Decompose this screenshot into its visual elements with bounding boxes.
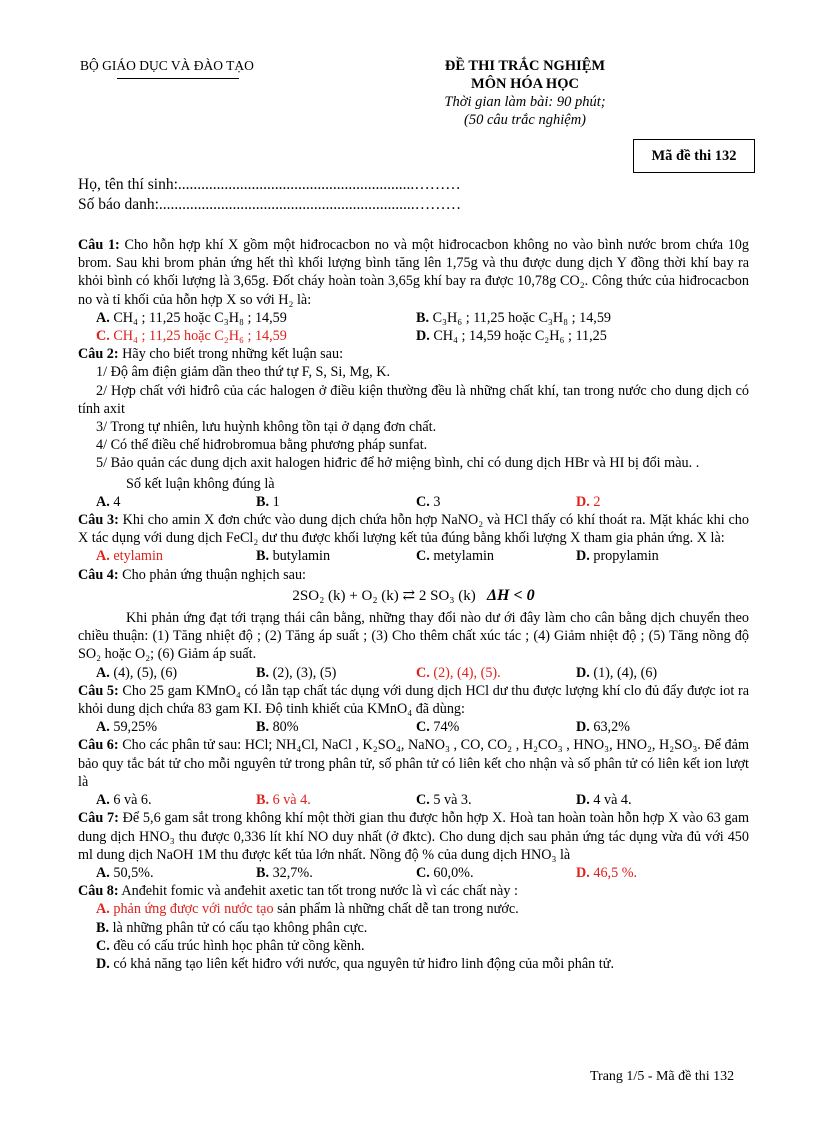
statement-4: 4/ Có thể điều chế hiđrobromua bằng phương pháp sunfat. bbox=[96, 437, 428, 454]
question-5-options bbox=[78, 718, 749, 736]
option-d: D. 63,2% bbox=[576, 719, 630, 736]
option-d: D. có khả năng tạo liên kết hiđro với nước, qua nguyên tử hiđro linh động của mỗi phân tử. bbox=[96, 955, 614, 972]
option-b-answer: B. 6 và 4. bbox=[256, 792, 311, 809]
option-b: B. 1 bbox=[256, 493, 280, 510]
question-text: Để 5,6 gam sắt trong không khí một thời gian thu được hỗn hợp X. Hoà tan hoàn toàn hỗn hợp X vào 63 gam dung dịch HNO₃ thu được 0,336 lít khí NO duy nhất (ở đktc). Cho dung dịch sau phản ứng tác dụng vừa đủ với 450 ml dung dịch NaOH 1M thu được kết tủa lớn nhất. Nồng độ % của dung dịch HNO₃ là bbox=[78, 810, 749, 863]
option-d: D. CH₄ ; 14,59 hoặc C₂H₆ ; 11,25 bbox=[416, 328, 607, 345]
option-c: C. 3 bbox=[416, 493, 441, 510]
question-7 bbox=[78, 809, 749, 864]
question-4-options bbox=[78, 664, 749, 682]
question-2-ask: Số kết luận không đúng là bbox=[126, 475, 275, 492]
option-d-answer: D. 2 bbox=[576, 493, 601, 510]
question-number: Câu 1: bbox=[78, 237, 120, 253]
question-text: Anđehit fomic và anđehit axetic tan tốt trong nước là vì các chất này : bbox=[118, 883, 518, 900]
reaction-formula: 2SO₂ (k) + O₂ (k) ⇄ 2 SO₃ (k) bbox=[292, 587, 476, 604]
exam-body bbox=[78, 236, 749, 973]
question-6 bbox=[78, 736, 749, 791]
question-7-options bbox=[78, 864, 749, 882]
option-b: B. 32,7%. bbox=[256, 864, 313, 881]
exam-header bbox=[400, 57, 650, 129]
question-6-options bbox=[78, 791, 749, 809]
ministry-underline bbox=[117, 78, 239, 79]
question-2 bbox=[78, 345, 749, 363]
question-8 bbox=[78, 882, 749, 900]
candidate-name-line: Họ, tên thí sinh:.............................................................……… bbox=[78, 176, 461, 193]
question-1-options-row2 bbox=[78, 327, 749, 345]
question-text: Cho phản ứng thuận nghịch sau: bbox=[118, 566, 306, 583]
option-d: D. (1), (4), (6) bbox=[576, 664, 658, 681]
option-a-answer: A. phản ứng được với nước tạo sản phẩm là những chất dễ tan trong nước. bbox=[96, 901, 519, 918]
option-b: B. (2), (3), (5) bbox=[256, 664, 337, 681]
question-3-options bbox=[78, 547, 749, 565]
reaction-equation bbox=[78, 587, 749, 605]
question-4 bbox=[78, 566, 749, 584]
question-2-options bbox=[78, 493, 749, 511]
enthalpy-sign: ΔH < 0 bbox=[487, 586, 535, 604]
question-number: Câu 5: bbox=[78, 682, 119, 699]
option-a: A. 50,5%. bbox=[96, 864, 154, 881]
option-b: B. butylamin bbox=[256, 548, 331, 565]
option-d-answer: D. 46,5 %. bbox=[576, 864, 638, 881]
option-c: C. 60,0%. bbox=[416, 864, 474, 881]
exam-time: Thời gian làm bài: 90 phút; bbox=[444, 94, 606, 110]
option-a: A. 59,25% bbox=[96, 719, 158, 736]
page-footer: Trang 1/5 - Mã đề thi 132 bbox=[590, 1069, 735, 1084]
exam-question-count: (50 câu trắc nghiệm) bbox=[463, 112, 586, 128]
option-c: C. 5 và 3. bbox=[416, 792, 472, 809]
exam-code-box: Mã đề thi 132 bbox=[633, 139, 755, 173]
option-b: B. C₃H₆ ; 11,25 hoặc C₃H₈ ; 14,59 bbox=[416, 309, 612, 326]
question-text: Khi cho amin X đơn chức vào dung dịch chứa hỗn hợp NaNO₂ và HCl thấy có khí thoát ra. Mặt khác khi cho X tác dụng với dung dịch FeCl₂ dư thu được khối lượng kết tủa đúng bằng khối lượng X tham gia phản ứng. X là: bbox=[78, 512, 749, 547]
option-c: C. 74% bbox=[416, 719, 460, 736]
option-a: A. 4 bbox=[96, 493, 121, 510]
option-d: D. 4 và 4. bbox=[576, 792, 632, 809]
option-c-answer: C. CH₄ ; 11,25 hoặc C₂H₆ ; 14,59 bbox=[96, 328, 287, 345]
option-b: B. là những phân tử có cấu tạo không phân cực. bbox=[96, 919, 368, 936]
option-c: C. metylamin bbox=[416, 548, 495, 565]
option-c-answer: C. (2), (4), (5). bbox=[416, 664, 501, 681]
statement-1: 1/ Độ âm điện giảm dần theo thứ tự F, S, Si, Mg, K. bbox=[96, 364, 391, 381]
exam-title: ĐỀ THI TRẮC NGHIỆM bbox=[444, 58, 606, 74]
statement-5: 5/ Bảo quản các dung dịch axit halogen hiđric để hở miệng bình, chỉ có dung dịch HBr và HI bị đổi màu. . bbox=[96, 455, 700, 472]
option-a: A. 6 và 6. bbox=[96, 792, 152, 809]
option-c: C. đều có cấu trúc hình học phân tử cồng kềnh. bbox=[96, 937, 365, 954]
question-number: Câu 7: bbox=[78, 810, 119, 827]
question-3 bbox=[78, 511, 749, 547]
option-b: B. 80% bbox=[256, 719, 299, 736]
ministry-name: BỘ GIÁO DỤC VÀ ĐÀO TẠO bbox=[80, 58, 254, 73]
question-4-conditions: Khi phản ứng đạt tới trạng thái cân bằng, những thay đổi nào dư ới đây làm cho cân bằng dịch chuyển theo chiều thuận: (1) Tăng nhiệt độ ; (2) Tăng áp suất ; (3) Cho thêm chất xúc tác ; (4) Giảm nhiệt độ ; (5) Tăng nồng độ SO₂ hoặc O₂; (6) Giảm áp suất. bbox=[78, 610, 749, 663]
statement-3: 3/ Trong tự nhiên, lưu huỳnh không tồn tại ở dạng đơn chất. bbox=[96, 419, 437, 436]
option-a-answer: A. etylamin bbox=[96, 548, 163, 565]
option-a: A. (4), (5), (6) bbox=[96, 664, 178, 681]
question-number: Câu 4: bbox=[78, 566, 119, 583]
question-text: Hãy cho biết trong những kết luận sau: bbox=[118, 346, 344, 363]
question-1 bbox=[78, 236, 749, 309]
question-text: Cho hỗn hợp khí X gồm một hiđrocacbon no và một hiđrocacbon không no vào bình nước brom chứa 10g brom. Sau khi brom phản ứng hết thì khối lượng bình tăng lên 1,75g và thu được dung dịch Y đồng thời khí bay ra khỏi bình có khối lượng là 3,65g. Đốt cháy hoàn toàn 3,65g khí bay ra được 10,78g CO₂. Công thức của hiđrocacbon no và tỉ khối của hỗn hợp X so với H₂ là: bbox=[78, 237, 749, 308]
question-text: Cho 25 gam KMnO₄ có lẫn tạp chất tác dụng với dung dịch HCl dư thu được lượng khí clo đủ đẩy được iot ra khỏi dung dịch chứa 83 gam KI. Độ tinh khiết của KMnO₄ đã dùng: bbox=[78, 682, 749, 718]
option-d: D. propylamin bbox=[576, 548, 659, 565]
question-number: Câu 6: bbox=[78, 737, 119, 754]
option-a: A. CH₄ ; 11,25 hoặc C₃H₈ ; 14,59 bbox=[96, 309, 287, 326]
question-text: Cho các phân tử sau: HCl; NH₄Cl, NaCl , K₂SO₄, NaNO₃ , CO, CO₂ , H₂CO₃ , HNO₃, HNO₂, H₂SO₃. Để đảm bảo quy tắc bát tử cho mỗi nguyên tử trong phân tử, số phân tử có liên kết cho nhận và số phân tử có liên kết ion lượt là bbox=[78, 737, 749, 790]
exam-subject: MÔN HÓA HỌC bbox=[471, 76, 579, 92]
question-number: Câu 2: bbox=[78, 346, 119, 363]
question-number: Câu 8: bbox=[78, 883, 119, 900]
question-5 bbox=[78, 682, 749, 718]
question-1-options-row1 bbox=[78, 309, 749, 327]
statement-2: 2/ Hợp chất với hiđrô của các halogen ở điều kiện thường đều là những chất khí, tan trong nước cho dung dịch có tính axit bbox=[78, 382, 749, 417]
candidate-id-line: Số báo danh:..................................................................……… bbox=[78, 196, 462, 213]
question-number: Câu 3: bbox=[78, 512, 119, 529]
